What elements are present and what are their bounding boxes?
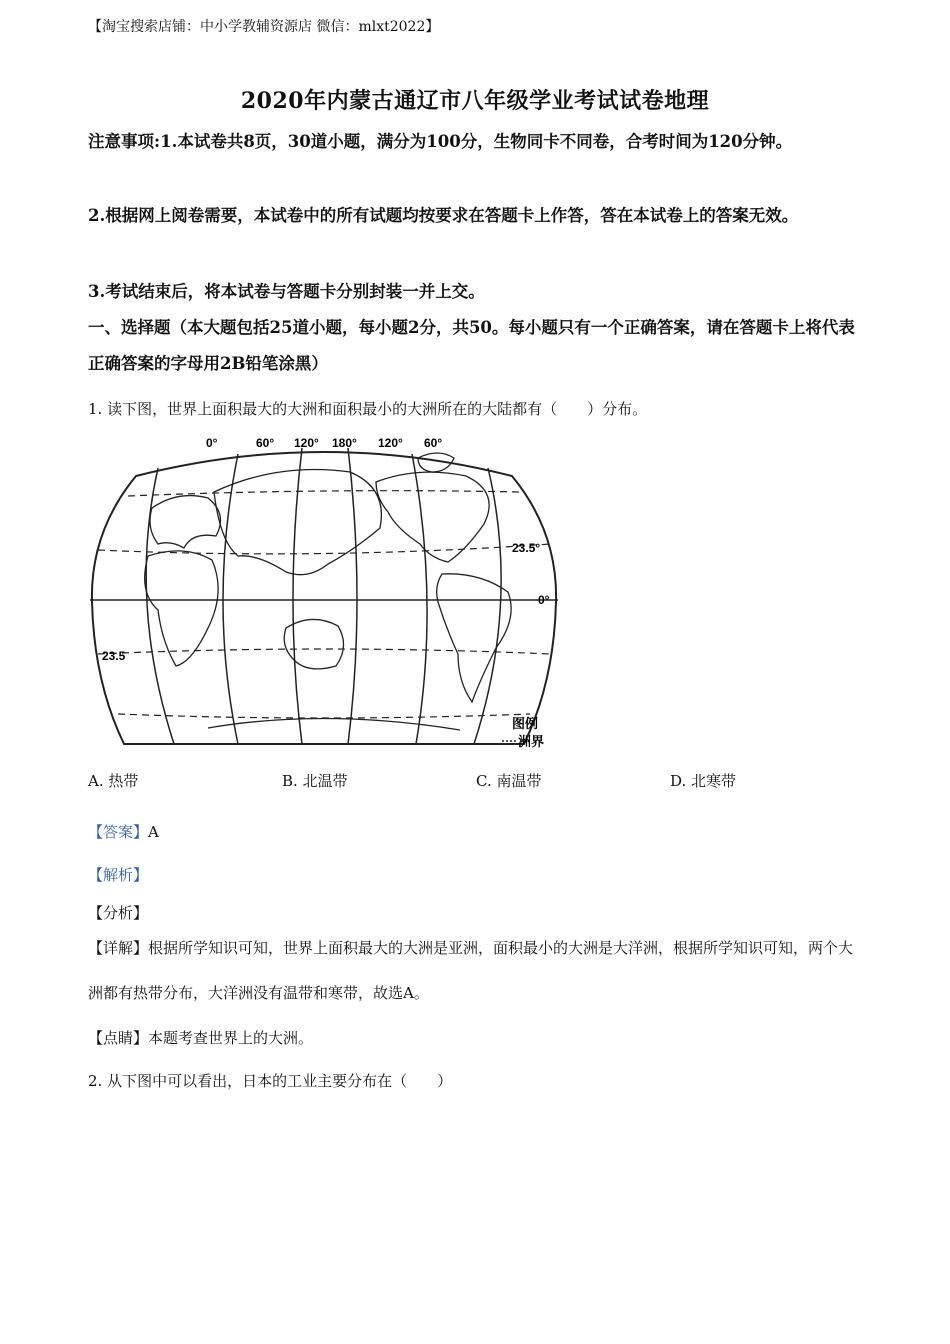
legend-title: 图例 <box>512 716 539 731</box>
dianjing-line <box>88 1027 313 1048</box>
longitude-label: 0° <box>206 436 218 450</box>
longitude-label: 120° <box>378 436 403 450</box>
longitude-label: 60° <box>424 436 443 450</box>
meridian-line <box>293 448 302 744</box>
meridian-line <box>146 468 174 744</box>
notice-1: 注意事项:1.本试卷共8页，30道小题，满分为100分，生物同卡不同卷，合考时间为120分钟。 <box>88 132 793 151</box>
longitude-label: 120° <box>294 436 319 450</box>
tropic-of-cancer <box>98 544 550 554</box>
africa-outline <box>145 551 218 666</box>
latitude-label: 23.5° <box>512 541 541 555</box>
detail-paragraph <box>88 926 864 1016</box>
analysis-tag: 【解析】 <box>88 866 149 884</box>
detail-tag: 【详解】 <box>88 939 149 957</box>
choice-c[interactable] <box>476 770 542 791</box>
choice-list <box>88 770 868 796</box>
choice-text: 热带 <box>108 772 139 790</box>
choice-letter: A. <box>88 772 104 790</box>
world-map-figure <box>88 432 560 752</box>
meridian-line <box>348 448 357 744</box>
fenxi-tag: 【分析】 <box>88 904 149 922</box>
dianjing-text: 本题考查世界上的大洲。 <box>148 1029 314 1047</box>
tropic-of-capricorn <box>98 649 550 654</box>
question-number: 1. <box>88 400 103 418</box>
answer-tag: 【答案】 <box>88 823 149 841</box>
longitude-label: 60° <box>256 436 275 450</box>
legend-item: 洲界 <box>518 734 545 749</box>
choice-text: 南温带 <box>496 772 542 790</box>
question-number: 2. <box>88 1072 103 1090</box>
antarctica-outline <box>208 718 460 730</box>
document-title: 2020年内蒙古通辽市八年级学业考试试卷地理 <box>240 88 710 114</box>
answer-line <box>88 821 159 842</box>
choice-b[interactable] <box>282 770 348 791</box>
question-text: 从下图中可以看出，日本的工业主要分布在（ ） <box>107 1072 453 1090</box>
choice-letter: D. <box>670 772 687 790</box>
meridian-line <box>412 454 427 744</box>
choice-letter: C. <box>476 772 492 790</box>
latitude-label: 23.5 <box>102 649 126 663</box>
header-note: 【淘宝搜索店铺：中小学教辅资源店 微信：mlxt2022】 <box>88 19 440 35</box>
choice-a[interactable] <box>88 770 138 791</box>
section-heading: 一、选择题（本大题包括25道小题，每小题2分，共50。每小题只有一个正确答案，请在答题卡上将代表正确答案的字母用2B铅笔涂黑） <box>88 318 855 373</box>
dianjing-tag: 【点睛】 <box>88 1029 149 1047</box>
world-map <box>88 432 560 752</box>
antarctic-circle <box>118 714 530 718</box>
europe-outline <box>150 496 221 548</box>
question-2 <box>88 1070 452 1091</box>
question-text: 读下图，世界上面积最大的大洲和面积最小的大洲所在的大陆都有（ ）分布。 <box>107 400 648 418</box>
choice-d[interactable] <box>670 770 736 791</box>
latitude-label: 0° <box>538 593 550 607</box>
choice-letter: B. <box>282 772 298 790</box>
meridian-line <box>223 454 238 744</box>
meridian-line <box>474 468 501 744</box>
south-america-outline <box>437 574 511 702</box>
longitude-label: 180° <box>332 436 357 450</box>
question-1 <box>88 398 647 419</box>
choice-text: 北温带 <box>302 772 348 790</box>
notice-2: 2.根据网上阅卷需要，本试卷中的所有试题均按要求在答题卡上作答，答在本试卷上的答案无效。 <box>88 206 799 225</box>
answer-value: A <box>148 823 159 841</box>
detail-text: 根据所学知识可知，世界上面积最大的大洲是亚洲，面积最小的大洲是大洋洲，根据所学知识可知，两个大洲都有热带分布，大洋洲没有温带和寒带，故选A。 <box>88 939 854 1002</box>
choice-text: 北寒带 <box>691 772 737 790</box>
notice-3: 3.考试结束后，将本试卷与答题卡分别封装一并上交。 <box>88 282 485 301</box>
